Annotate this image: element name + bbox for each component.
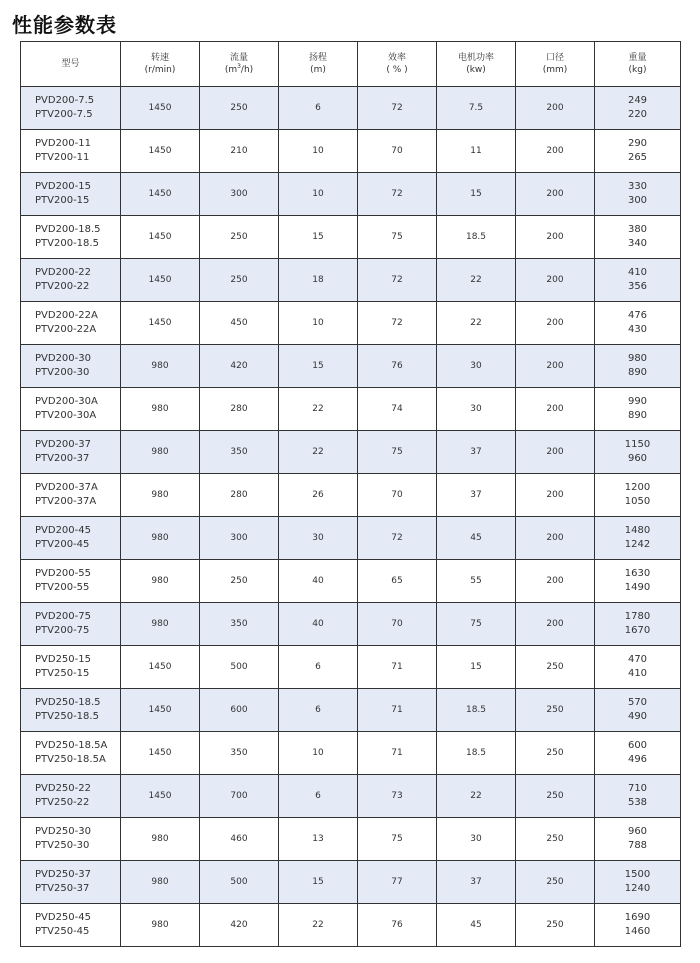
table-row (21, 775, 681, 818)
cell-flow: 600 (200, 689, 279, 732)
cell-motor-power: 75 (437, 603, 516, 646)
weight-value: 960 (627, 826, 648, 837)
cell-flow: 500 (200, 861, 279, 904)
model-name: PTV200-30 (35, 367, 90, 378)
cell-efficiency: 70 (358, 130, 437, 173)
model-name: PVD250-18.5 (35, 697, 101, 708)
table-row (21, 388, 681, 431)
header-head: 扬程 (m) (279, 42, 358, 87)
cell-flow: 250 (200, 259, 279, 302)
cell-model (21, 603, 121, 646)
table-row (21, 474, 681, 517)
cell-speed: 980 (121, 388, 200, 431)
cell-weight (595, 173, 681, 216)
cell-diameter: 200 (516, 560, 595, 603)
cell-flow: 300 (200, 517, 279, 560)
weight-value: 890 (627, 410, 648, 421)
cell-weight (595, 130, 681, 173)
cell-model (21, 474, 121, 517)
cell-weight (595, 259, 681, 302)
cell-diameter: 200 (516, 302, 595, 345)
cell-motor-power: 45 (437, 904, 516, 947)
model-name: PTV250-22 (35, 797, 90, 808)
cell-head: 22 (279, 431, 358, 474)
model-name: PVD250-37 (35, 869, 91, 880)
cell-diameter: 250 (516, 732, 595, 775)
table-row (21, 216, 681, 259)
cell-head: 22 (279, 904, 358, 947)
cell-head: 15 (279, 216, 358, 259)
cell-model (21, 861, 121, 904)
cell-diameter: 200 (516, 474, 595, 517)
cell-model (21, 646, 121, 689)
weight-value: 890 (627, 367, 648, 378)
cell-motor-power: 18.5 (437, 732, 516, 775)
cell-diameter: 200 (516, 345, 595, 388)
cell-efficiency: 72 (358, 87, 437, 130)
cell-speed: 1450 (121, 302, 200, 345)
table-row (21, 732, 681, 775)
cell-motor-power: 15 (437, 646, 516, 689)
cell-flow: 460 (200, 818, 279, 861)
cell-efficiency: 73 (358, 775, 437, 818)
table-body (21, 87, 681, 947)
cell-motor-power: 15 (437, 173, 516, 216)
cell-head: 10 (279, 173, 358, 216)
cell-efficiency: 76 (358, 345, 437, 388)
cell-efficiency: 70 (358, 474, 437, 517)
cell-head: 30 (279, 517, 358, 560)
model-name: PTV200-7.5 (35, 109, 93, 120)
cell-motor-power: 55 (437, 560, 516, 603)
cell-head: 10 (279, 302, 358, 345)
table-row (21, 130, 681, 173)
table-row (21, 517, 681, 560)
weight-value: 330 (627, 181, 648, 192)
weight-value: 1480 (624, 525, 651, 536)
cell-weight (595, 904, 681, 947)
weight-value: 960 (627, 453, 648, 464)
model-name: PVD200-22 (35, 267, 91, 278)
cell-weight (595, 646, 681, 689)
model-name: PTV200-55 (35, 582, 90, 593)
model-name: PTV200-22 (35, 281, 90, 292)
weight-value: 380 (627, 224, 648, 235)
model-name: PVD250-18.5A (35, 740, 108, 751)
cell-model (21, 904, 121, 947)
cell-weight (595, 560, 681, 603)
cell-motor-power: 30 (437, 345, 516, 388)
model-name: PVD200-45 (35, 525, 91, 536)
cell-efficiency: 74 (358, 388, 437, 431)
model-name: PVD200-18.5 (35, 224, 101, 235)
table-row (21, 560, 681, 603)
weight-value: 1460 (624, 926, 651, 937)
cell-motor-power: 30 (437, 388, 516, 431)
cell-flow: 250 (200, 216, 279, 259)
cell-flow: 250 (200, 87, 279, 130)
table-row (21, 345, 681, 388)
cell-diameter: 200 (516, 87, 595, 130)
cell-flow: 420 (200, 904, 279, 947)
cell-head: 40 (279, 560, 358, 603)
cell-diameter: 200 (516, 603, 595, 646)
cell-head: 18 (279, 259, 358, 302)
model-name: PVD200-37 (35, 439, 91, 450)
cell-flow: 700 (200, 775, 279, 818)
cell-efficiency: 71 (358, 646, 437, 689)
cell-speed: 1450 (121, 216, 200, 259)
cell-flow: 280 (200, 474, 279, 517)
model-name: PTV250-45 (35, 926, 90, 937)
model-name: PVD200-7.5 (35, 95, 95, 106)
cell-efficiency: 72 (358, 173, 437, 216)
weight-value: 356 (627, 281, 648, 292)
cell-model (21, 87, 121, 130)
weight-value: 990 (627, 396, 648, 407)
cell-diameter: 250 (516, 775, 595, 818)
table-row (21, 431, 681, 474)
model-name: PTV250-37 (35, 883, 90, 894)
weight-value: 290 (627, 138, 648, 149)
weight-value: 600 (627, 740, 648, 751)
cell-speed: 1450 (121, 87, 200, 130)
header-efficiency: 效率 ( % ) (358, 42, 437, 87)
cell-diameter: 200 (516, 388, 595, 431)
weight-value: 980 (627, 353, 648, 364)
cell-diameter: 200 (516, 431, 595, 474)
model-name: PVD250-15 (35, 654, 91, 665)
cell-motor-power: 18.5 (437, 216, 516, 259)
model-name: PTV200-30A (35, 410, 97, 421)
model-name: PVD250-45 (35, 912, 91, 923)
cell-efficiency: 75 (358, 431, 437, 474)
cell-diameter: 200 (516, 173, 595, 216)
cell-efficiency: 77 (358, 861, 437, 904)
weight-value: 410 (627, 668, 648, 679)
weight-value: 496 (627, 754, 648, 765)
cell-speed: 980 (121, 560, 200, 603)
cell-model (21, 345, 121, 388)
cell-diameter: 250 (516, 818, 595, 861)
table-row (21, 861, 681, 904)
weight-value: 1780 (624, 611, 651, 622)
cell-head: 13 (279, 818, 358, 861)
cell-motor-power: 45 (437, 517, 516, 560)
table-row (21, 603, 681, 646)
cell-flow: 210 (200, 130, 279, 173)
cell-motor-power: 37 (437, 431, 516, 474)
cell-efficiency: 70 (358, 603, 437, 646)
cell-model (21, 388, 121, 431)
cell-efficiency: 65 (358, 560, 437, 603)
model-name: PTV250-15 (35, 668, 90, 679)
cell-speed: 980 (121, 818, 200, 861)
cell-weight (595, 345, 681, 388)
cell-diameter: 200 (516, 259, 595, 302)
model-name: PTV200-11 (35, 152, 90, 163)
model-name: PVD200-11 (35, 138, 91, 149)
cell-efficiency: 75 (358, 818, 437, 861)
model-name: PVD250-30 (35, 826, 91, 837)
cell-flow: 450 (200, 302, 279, 345)
cell-speed: 980 (121, 431, 200, 474)
weight-value: 220 (627, 109, 648, 120)
cell-motor-power: 37 (437, 861, 516, 904)
table-row (21, 87, 681, 130)
cell-head: 15 (279, 861, 358, 904)
cell-diameter: 200 (516, 517, 595, 560)
cell-speed: 1450 (121, 173, 200, 216)
header-motor-power: 电机功率 (kw) (437, 42, 516, 87)
weight-value: 340 (627, 238, 648, 249)
cell-diameter: 250 (516, 861, 595, 904)
model-name: PVD200-37A (35, 482, 98, 493)
model-name: PTV200-75 (35, 625, 90, 636)
model-name: PVD200-30 (35, 353, 91, 364)
cell-weight (595, 517, 681, 560)
weight-value: 476 (627, 310, 648, 321)
cell-head: 6 (279, 689, 358, 732)
cell-weight (595, 775, 681, 818)
cell-weight (595, 689, 681, 732)
cell-diameter: 250 (516, 904, 595, 947)
weight-value: 249 (627, 95, 648, 106)
cell-model (21, 130, 121, 173)
cell-flow: 350 (200, 732, 279, 775)
cell-head: 22 (279, 388, 358, 431)
cell-motor-power: 22 (437, 775, 516, 818)
weight-value: 1242 (624, 539, 651, 550)
weight-value: 490 (627, 711, 648, 722)
table-row (21, 173, 681, 216)
model-name: PVD200-30A (35, 396, 98, 407)
cell-model (21, 689, 121, 732)
cell-model (21, 560, 121, 603)
cell-efficiency: 75 (358, 216, 437, 259)
weight-value: 1240 (624, 883, 651, 894)
cell-model (21, 259, 121, 302)
cell-speed: 980 (121, 345, 200, 388)
weight-value: 1670 (624, 625, 651, 636)
cell-weight (595, 388, 681, 431)
cell-model (21, 216, 121, 259)
weight-value: 410 (627, 267, 648, 278)
cell-head: 26 (279, 474, 358, 517)
model-name: PTV200-37 (35, 453, 90, 464)
weight-value: 1490 (624, 582, 651, 593)
cell-speed: 1450 (121, 689, 200, 732)
header-weight: 重量 (kg) (595, 42, 681, 87)
cell-model (21, 818, 121, 861)
cell-efficiency: 71 (358, 732, 437, 775)
cell-head: 40 (279, 603, 358, 646)
cell-efficiency: 76 (358, 904, 437, 947)
weight-value: 538 (627, 797, 648, 808)
cell-flow: 250 (200, 560, 279, 603)
model-name: PVD200-22A (35, 310, 98, 321)
weight-value: 788 (627, 840, 648, 851)
cell-model (21, 732, 121, 775)
cell-model (21, 431, 121, 474)
cell-model (21, 302, 121, 345)
cell-weight (595, 818, 681, 861)
table-row (21, 818, 681, 861)
model-name: PVD250-22 (35, 783, 91, 794)
weight-value: 570 (627, 697, 648, 708)
cell-motor-power: 11 (437, 130, 516, 173)
cell-model (21, 775, 121, 818)
table-row (21, 646, 681, 689)
cell-head: 6 (279, 646, 358, 689)
header-speed: 转速 (r/min) (121, 42, 200, 87)
cell-motor-power: 18.5 (437, 689, 516, 732)
cell-flow: 350 (200, 603, 279, 646)
cell-diameter: 200 (516, 130, 595, 173)
cell-head: 6 (279, 775, 358, 818)
cell-diameter: 250 (516, 646, 595, 689)
cell-efficiency: 71 (358, 689, 437, 732)
cell-weight (595, 474, 681, 517)
weight-value: 265 (627, 152, 648, 163)
cell-flow: 280 (200, 388, 279, 431)
model-name: PTV200-15 (35, 195, 90, 206)
header-model: 型号 (21, 42, 121, 87)
cell-head: 10 (279, 130, 358, 173)
model-name: PTV200-18.5 (35, 238, 99, 249)
header-flow: 流量 $(m^3/h)$ (200, 42, 279, 87)
weight-value: 1050 (624, 496, 651, 507)
cell-motor-power: 7.5 (437, 87, 516, 130)
table-row (21, 259, 681, 302)
cell-motor-power: 22 (437, 302, 516, 345)
cell-flow: 350 (200, 431, 279, 474)
cell-weight (595, 87, 681, 130)
cell-weight (595, 302, 681, 345)
cell-speed: 980 (121, 474, 200, 517)
weight-value: 470 (627, 654, 648, 665)
weight-value: 430 (627, 324, 648, 335)
cell-motor-power: 30 (437, 818, 516, 861)
model-name: PTV200-37A (35, 496, 97, 507)
model-name: PTV250-30 (35, 840, 90, 851)
cell-motor-power: 22 (437, 259, 516, 302)
weight-value: 300 (627, 195, 648, 206)
page-title: 性能参数表 (12, 13, 117, 37)
cell-speed: 980 (121, 861, 200, 904)
weight-value: 1690 (624, 912, 651, 923)
cell-efficiency: 72 (358, 302, 437, 345)
weight-value: 1200 (624, 482, 651, 493)
cell-model (21, 173, 121, 216)
table-row (21, 302, 681, 345)
model-name: PTV250-18.5 (35, 711, 99, 722)
model-name: PVD200-75 (35, 611, 91, 622)
model-name: PVD200-55 (35, 568, 91, 579)
cell-efficiency: 72 (358, 517, 437, 560)
cell-speed: 1450 (121, 775, 200, 818)
cell-speed: 1450 (121, 732, 200, 775)
model-name: PTV200-45 (35, 539, 90, 550)
cell-weight (595, 732, 681, 775)
cell-weight (595, 216, 681, 259)
weight-value: 1630 (624, 568, 651, 579)
table-row (21, 689, 681, 732)
weight-value: 1150 (624, 439, 651, 450)
cell-motor-power: 37 (437, 474, 516, 517)
model-name: PTV250-18.5A (35, 754, 106, 765)
cell-weight (595, 431, 681, 474)
performance-table (20, 41, 681, 947)
table-header-row (21, 42, 681, 87)
cell-speed: 1450 (121, 130, 200, 173)
cell-diameter: 250 (516, 689, 595, 732)
cell-head: 15 (279, 345, 358, 388)
cell-weight (595, 861, 681, 904)
model-name: PVD200-15 (35, 181, 91, 192)
cell-speed: 980 (121, 517, 200, 560)
cell-flow: 420 (200, 345, 279, 388)
cell-flow: 300 (200, 173, 279, 216)
cell-head: 6 (279, 87, 358, 130)
cell-diameter: 200 (516, 216, 595, 259)
cell-model (21, 517, 121, 560)
weight-value: 710 (627, 783, 648, 794)
cell-weight (595, 603, 681, 646)
cell-speed: 980 (121, 603, 200, 646)
cell-speed: 1450 (121, 259, 200, 302)
cell-speed: 1450 (121, 646, 200, 689)
cell-flow: 500 (200, 646, 279, 689)
model-name: PTV200-22A (35, 324, 97, 335)
cell-head: 10 (279, 732, 358, 775)
performance-table-wrapper (20, 41, 681, 947)
cell-speed: 980 (121, 904, 200, 947)
weight-value: 1500 (624, 869, 651, 880)
cell-efficiency: 72 (358, 259, 437, 302)
header-diameter: 口径 (mm) (516, 42, 595, 87)
table-row (21, 904, 681, 947)
